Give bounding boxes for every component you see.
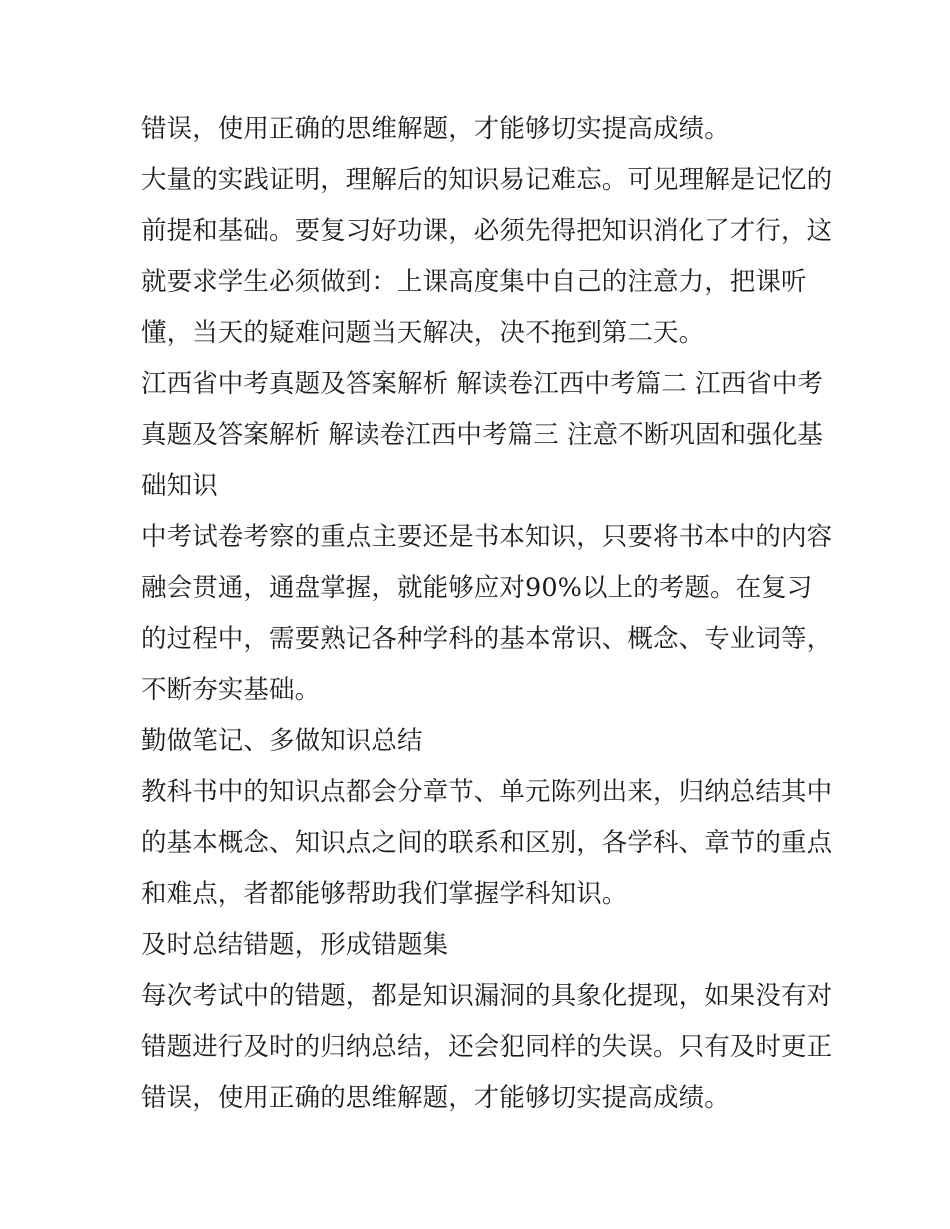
text-line: 真题及答案解析 解读卷江西中考篇三 注意不断巩固和强化基 [141, 420, 824, 450]
text-line: 融会贯通，通盘掌握，就能够应对90%以上的考题。在复习 [141, 573, 813, 603]
text-line: 大量的实践证明，理解后的知识易记难忘。可见理解是记忆的 [141, 165, 833, 195]
text-line: 江西省中考真题及答案解析 解读卷江西中考篇二 江西省中考 [141, 369, 824, 399]
text-line: 及时总结错题，形成错题集 [141, 930, 449, 960]
document-body [141, 107, 833, 1127]
text-line: 中考试卷考察的重点主要还是书本知识，只要将书本中的内容 [141, 522, 833, 552]
text-line: 的基本概念、知识点之间的联系和区别，各学科、章节的重点 [141, 828, 833, 858]
text-line: 和难点，者都能够帮助我们掌握学科知识。 [141, 879, 628, 909]
text-line: 不断夯实基础。 [141, 675, 321, 705]
text-line: 就要求学生必须做到：上课高度集中自己的注意力，把课听 [141, 267, 807, 297]
text-line: 懂，当天的疑难问题当天解决，决不拖到第二天。 [141, 318, 705, 348]
text-line: 每次考试中的错题，都是知识漏洞的具象化提现，如果没有对 [141, 981, 833, 1011]
text-line: 的过程中，需要熟记各种学科的基本常识、概念、专业词等， [141, 624, 833, 654]
text-line: 前提和基础。要复习好功课，必须先得把知识消化了才行，这 [141, 216, 833, 246]
text-line: 错题进行及时的归纳总结，还会犯同样的失误。只有及时更正 [141, 1032, 833, 1062]
text-line: 教科书中的知识点都会分章节、单元陈列出来，归纳总结其中 [141, 777, 833, 807]
text-line: 错误，使用正确的思维解题，才能够切实提高成绩。 [141, 114, 730, 144]
text-line: 勤做笔记、多做知识总结 [141, 726, 423, 756]
text-line: 础知识 [141, 471, 218, 501]
text-line: 错误，使用正确的思维解题，才能够切实提高成绩。 [141, 1083, 730, 1113]
